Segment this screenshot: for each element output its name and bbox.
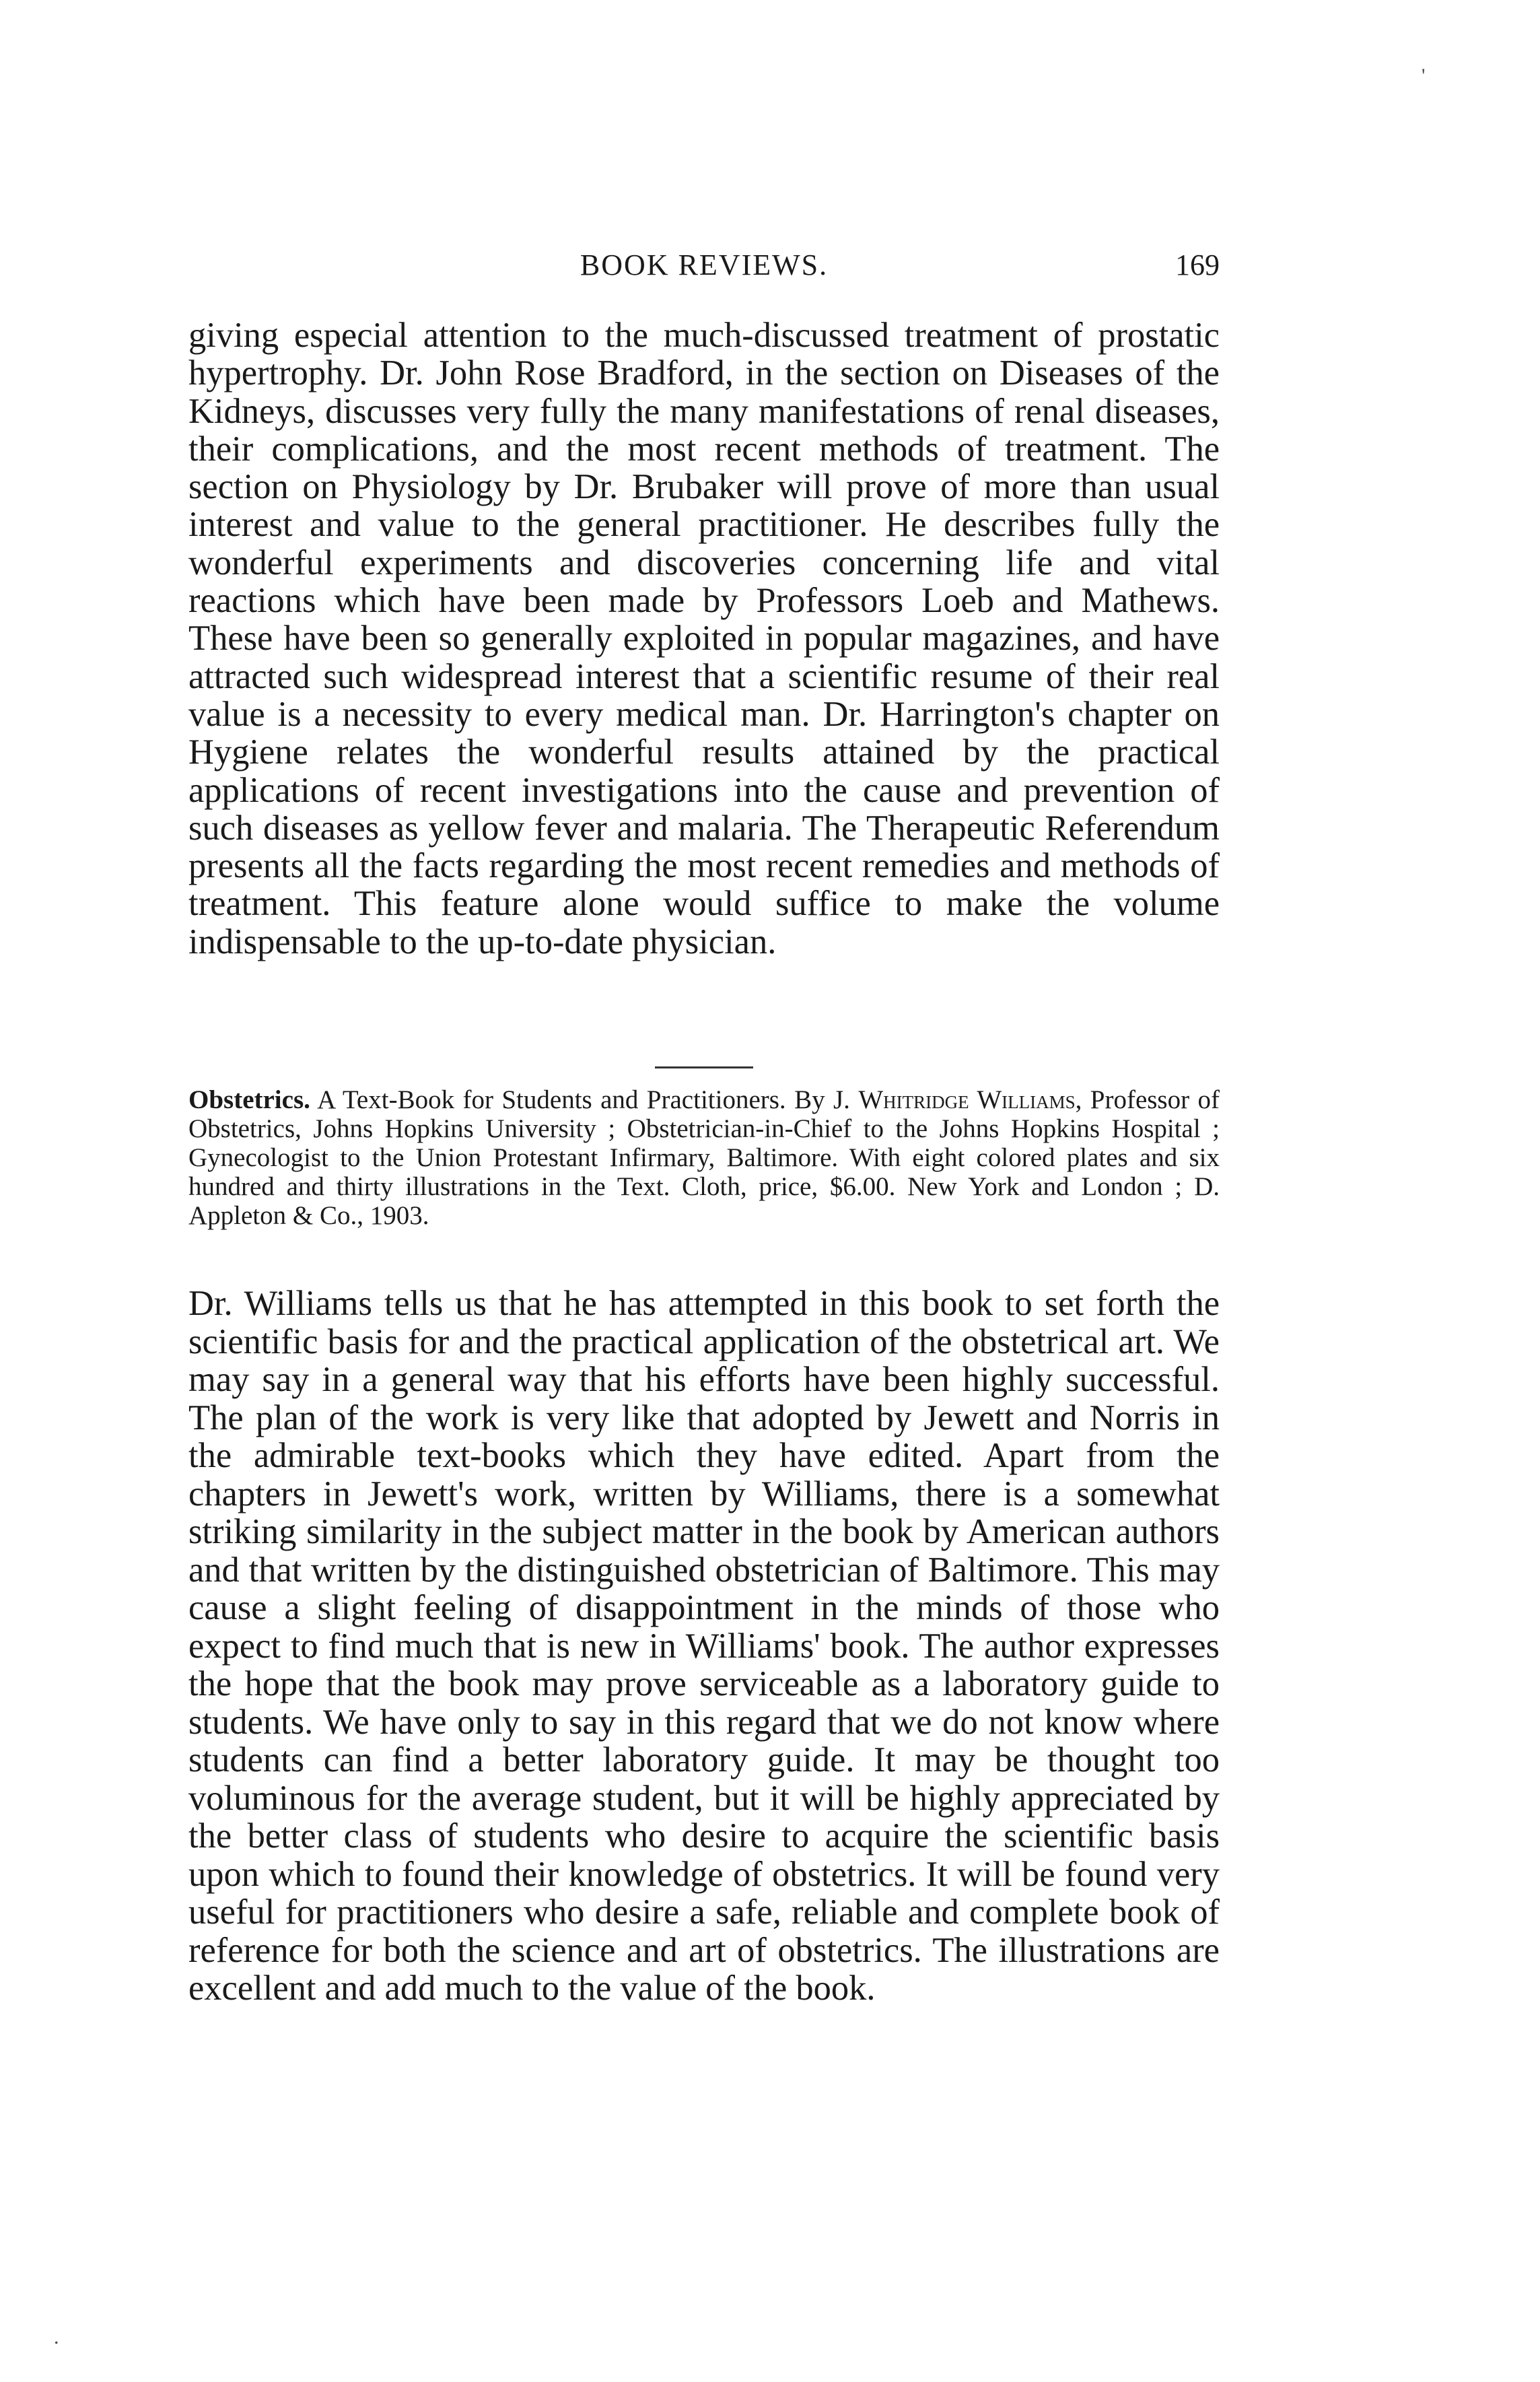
citation-by: By J. [794, 1085, 850, 1114]
book-title: Obstetrics. [188, 1085, 310, 1114]
citation-details: Professor of Obstetrics, Johns Hopkins University ; Obstetrician-in-Chief to the Johns Hopkins Hospital ; Gynecologist to the Union Protestant Infirmary, Baltimore. With eight colored plates and six hundred and thirty illustrations in the Text. Cloth, price, $6.00. New York and London ; D. Appleton & Co., 1903. [188, 1085, 1220, 1230]
book-citation [188, 1085, 1220, 1230]
scan-speck: . [54, 2326, 59, 2348]
page-number: 169 [1175, 248, 1220, 281]
section-divider [655, 1066, 753, 1068]
book-subtitle: A Text-Book for Students and Practitioners. [317, 1085, 786, 1114]
scan-speck: ' [1422, 65, 1426, 87]
running-head: BOOK REVIEWS. [580, 248, 829, 281]
author-name: Whitridge Williams, [858, 1085, 1082, 1114]
page-header [188, 248, 1220, 288]
review-paragraph-continued: giving especial attention to the much-discussed treatment of prostatic hypertrophy. Dr. John Rose Bradford, in the section on Diseases of the Kidneys, discusses very fully the many manifestations of renal diseases, their complications, and the most recent methods of treatment. The section on Physiology by Dr. Brubaker will prove of more than usual interest and value to the general practitioner. He describes fully the wonderful experiments and discoveries concerning life and vital reactions which have been made by Professors Loeb and Mathews. These have been so generally exploited in popular magazines, and have attracted such widespread interest that a scientific resume of their real value is a necessity to every medical man. Dr. Harrington's chapter on Hygiene relates the wonderful results attained by the practical applications of recent investigations into the cause and prevention of such diseases as yellow fever and malaria. The Therapeutic Referendum presents all the facts regarding the most recent remedies and methods of treatment. This feature alone would suffice to make the volume indispensable to the up-to-date physician. [188, 316, 1220, 961]
citation-lead [188, 1085, 1220, 1230]
review-paragraph: Dr. Williams tells us that he has attempted in this book to set forth the scientific basis for and the practical application of the obstetrical art. We may say in a general way that his efforts have been highly successful. The plan of the work is very like that adopted by Jewett and Norris in the admirable text-books which they have edited. Apart from the chapters in Jewett's work, written by Williams, there is a somewhat striking similarity in the subject matter in the book by American authors and that written by the distinguished obstetrician of Baltimore. This may cause a slight feeling of disappointment in the minds of those who expect to find much that is new in Williams' book. The author expresses the hope that the book may prove serviceable as a laboratory guide to students. We have only to say in this regard that we do not know where students can find a better laboratory guide. It may be thought too voluminous for the average student, but it will be highly appreciated by the better class of students who desire to acquire the scientific basis upon which to found their knowledge of obstetrics. It will be found very useful for practitioners who desire a safe, reliable and complete book of reference for both the science and art of obstetrics. The illustrations are excellent and add much to the value of the book. [188, 1284, 1220, 2008]
